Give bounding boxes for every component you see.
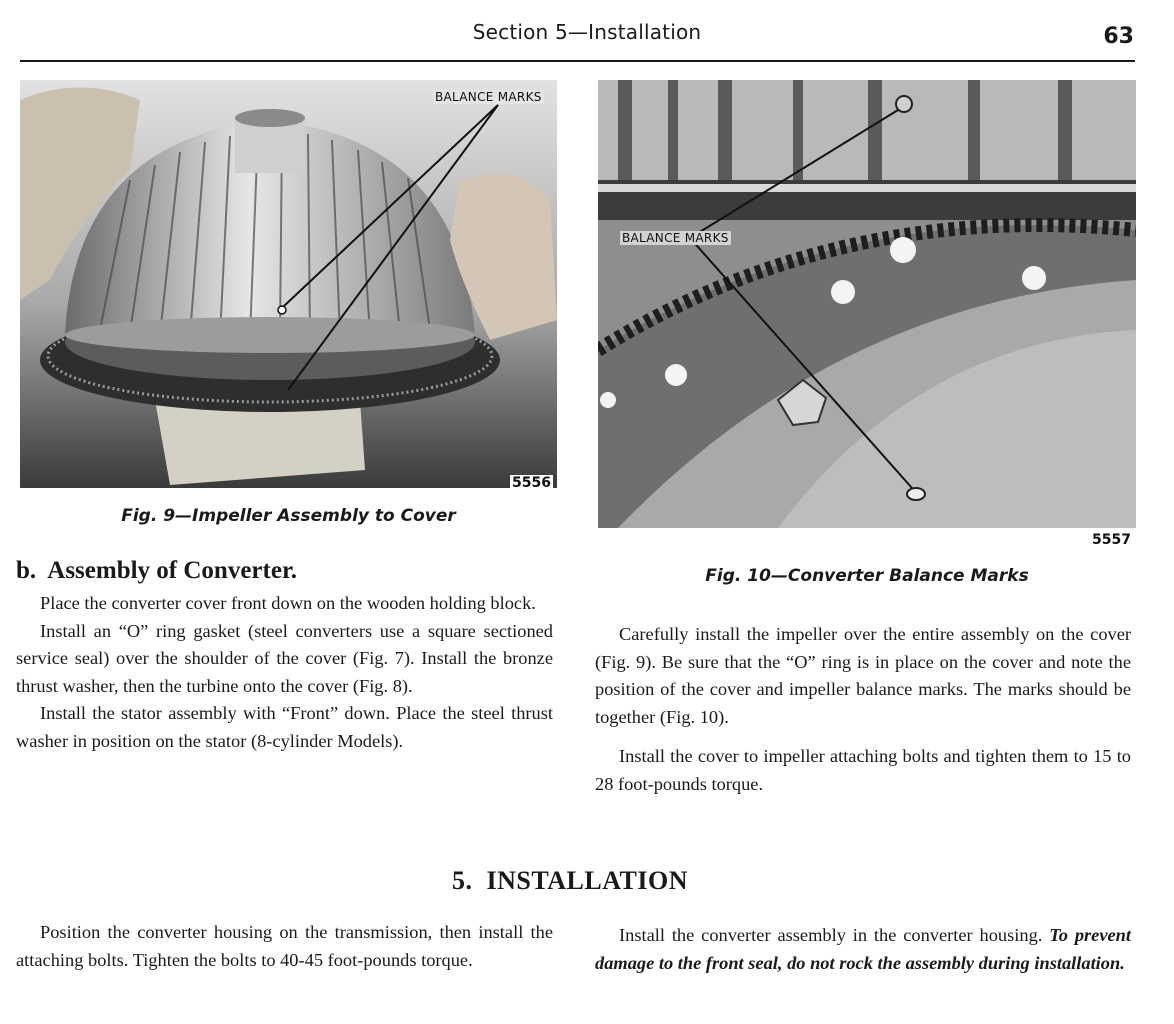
fig10-illustration <box>598 80 1136 528</box>
fig9-photo-number: 5556 <box>512 475 551 491</box>
installation-heading: 5. INSTALLATION <box>451 866 689 895</box>
installation-left-column <box>16 919 553 974</box>
assembly-right-column <box>595 621 1131 798</box>
fig10-caption: Fig. 10—Converter Balance Marks <box>705 566 1029 586</box>
assembly-left-column <box>16 590 553 755</box>
installation-warning: To prevent damage to the front seal, do not rock the assembly during installation. <box>595 925 1132 973</box>
assembly-paragraph-5: Install the cover to impeller attaching bolts and tighten them to 15 to 28 foot-pounds torque. <box>595 746 1131 794</box>
fig10-photo <box>598 80 1136 528</box>
fig9-illustration <box>20 80 557 488</box>
installation-paragraph-2-text: Install the converter assembly in the converter housing. <box>619 925 1050 945</box>
header-rule <box>20 60 1135 62</box>
installation-right-column <box>595 922 1131 977</box>
assembly-heading: b. Assembly of Converter. <box>16 557 298 584</box>
assembly-paragraph-4: Carefully install the impeller over the entire assembly on the cover (Fig. 9). Be sure that the “O” ring is in place on the cover and note the position of the cover and impeller balance marks. The marks should be together (Fig. 10). <box>595 624 1131 727</box>
fig9-caption: Fig. 9—Impeller Assembly to Cover <box>121 506 456 526</box>
assembly-paragraph-2: Install an “O” ring gasket (steel converters use a square sectioned service seal) over the shoulder of the cover (Fig. 7). Install the bronze thrust washer, then the turbine onto the cover (Fig. 8). <box>16 620 553 696</box>
installation-paragraph-2 <box>595 922 1131 977</box>
fig9-photo <box>20 80 557 488</box>
fig10-photo-number: 5557 <box>1092 532 1131 548</box>
page-number: 63 <box>1103 24 1134 49</box>
assembly-paragraph-3: Install the stator assembly with “Front” down. Place the steel thrust washer in position on the stator (8-cylinder Models). <box>16 703 553 751</box>
fig9-callout-label: BALANCE MARKS <box>435 90 542 104</box>
fig10-callout-label: BALANCE MARKS <box>622 231 729 245</box>
installation-paragraph-1: Position the converter housing on the transmission, then install the attaching bolts. Tighten the bolts to 40-45 foot-pounds torque. <box>16 922 553 970</box>
assembly-paragraph-1: Place the converter cover front down on the wooden holding block. <box>40 593 536 613</box>
section-title: Section 5—Installation <box>472 20 702 44</box>
